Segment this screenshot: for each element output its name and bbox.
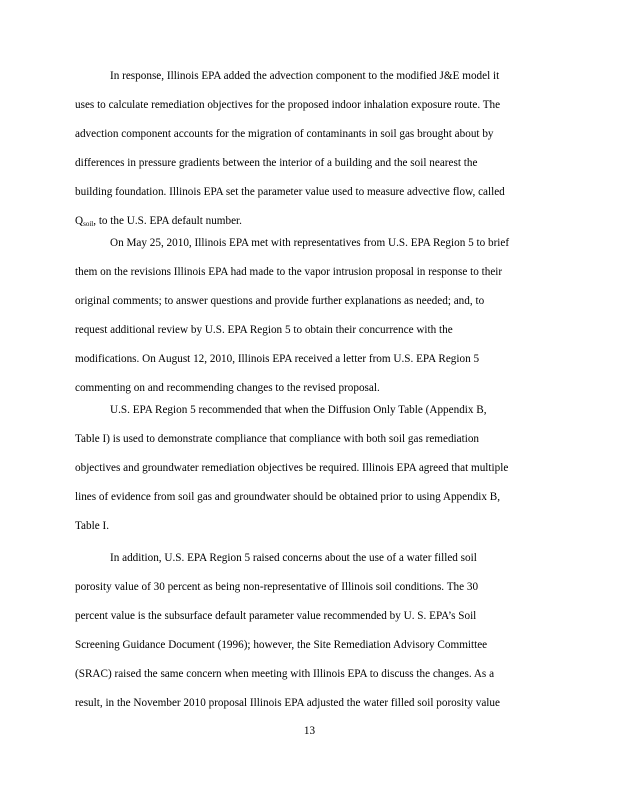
page-number: 13 xyxy=(303,725,316,737)
paragraph-advection xyxy=(75,69,545,243)
text-line: porosity value of 30 percent as being non-representative of Illinois soil conditions. The 30 xyxy=(75,581,479,593)
text-line-rest: , to the U.S. EPA default number. xyxy=(93,215,242,227)
text-line: result, in the November 2010 proposal Illinois EPA adjusted the water filled soil porosity value xyxy=(75,697,500,709)
text-line: On May 25, 2010, Illinois EPA met with representatives from U.S. EPA Region 5 to brief xyxy=(110,237,510,249)
paragraph-soil-porosity xyxy=(75,551,545,725)
text-line: differences in pressure gradients between the interior of a building and the soil nearest the xyxy=(75,157,478,169)
text-line: Table I. xyxy=(75,520,110,532)
text-line: them on the revisions Illinois EPA had made to the vapor intrusion proposal in response to their xyxy=(75,266,503,278)
paragraph-meeting xyxy=(75,236,545,410)
text-line: advection component accounts for the migration of contaminants in soil gas brought about by xyxy=(75,128,494,140)
q-symbol: Q xyxy=(75,215,84,227)
text-line: percent value is the subsurface default parameter value recommended by U. S. EPA’s Soil xyxy=(75,610,477,622)
text-line: lines of evidence from soil gas and groundwater should be obtained prior to using Appendix B, xyxy=(75,491,501,503)
text-line: commenting on and recommending changes to the revised proposal. xyxy=(75,382,380,394)
text-line: Table I) is used to demonstrate compliance that compliance with both soil gas remediation xyxy=(75,433,480,445)
text-line: (SRAC) raised the same concern when meeting with Illinois EPA to discuss the changes. As a xyxy=(75,668,495,680)
text-line: building foundation. Illinois EPA set the parameter value used to measure advective flow, called xyxy=(75,186,505,198)
text-line: request additional review by U.S. EPA Region 5 to obtain their concurrence with the xyxy=(75,324,453,336)
paragraph-diffusion-table xyxy=(75,403,545,548)
text-line: U.S. EPA Region 5 recommended that when the Diffusion Only Table (Appendix B, xyxy=(110,404,487,416)
text-line: In addition, U.S. EPA Region 5 raised concerns about the use of a water filled soil xyxy=(110,552,477,564)
text-line: Screening Guidance Document (1996); however, the Site Remediation Advisory Committee xyxy=(75,639,488,651)
text-line: In response, Illinois EPA added the advection component to the modified J&E model it xyxy=(110,70,500,82)
text-line: objectives and groundwater remediation objectives be required. Illinois EPA agreed that multiple xyxy=(75,462,509,474)
text-line: uses to calculate remediation objectives for the proposed indoor inhalation exposure route. The xyxy=(75,99,501,111)
text-line: modifications. On August 12, 2010, Illinois EPA received a letter from U.S. EPA Region 5 xyxy=(75,353,480,365)
text-line: original comments; to answer questions and provide further explanations as needed; and, to xyxy=(75,295,485,307)
q-subscript: soil xyxy=(83,220,94,228)
